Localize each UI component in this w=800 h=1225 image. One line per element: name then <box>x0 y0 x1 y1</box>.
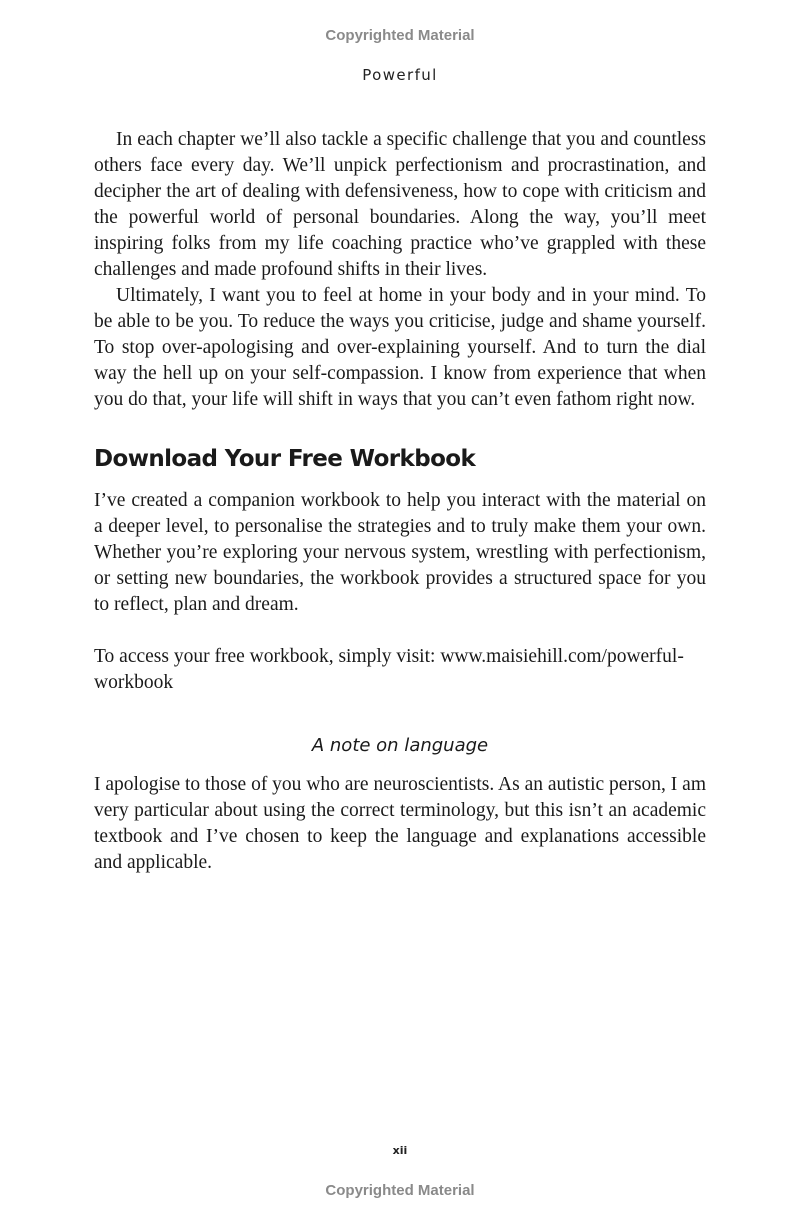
running-head: Powerful <box>362 66 438 84</box>
copyright-watermark-top: Copyrighted Material <box>325 27 475 44</box>
language-note-paragraph: I apologise to those of you who are neuroscientists. As an autistic person, I am very particular about using the correct terminology, but this isn’t an academic textbook and I’ve chosen to keep the language and explanations accessible and applicable. <box>94 774 706 873</box>
workbook-access-text: To access your free workbook, simply visit: www.maisiehill.com/powerful-workbook <box>94 646 684 693</box>
workbook-access <box>94 644 706 696</box>
intro-section <box>94 127 706 413</box>
workbook-paragraph-text: I’ve created a companion workbook to help you interact with the material on a deeper level, to personalise the strategies and to truly make them your own. Whether you’re exploring your nervous system, wrestling with perfectionism, or setting new boundaries, the workbook provides a structured space for you to reflect, plan and dream. <box>94 490 706 615</box>
workbook-heading: Download Your Free Workbook <box>94 446 476 472</box>
workbook-paragraph <box>94 488 706 618</box>
copyright-watermark-bottom: Copyrighted Material <box>325 1182 475 1199</box>
intro-paragraph-2: Ultimately, I want you to feel at home in your body and in your mind. To be able to be you. To reduce the ways you criticise, judge and shame yourself. To stop over-apologising and over-explaining yourself. And to turn the dial way the hell up on your self-compassion. I know from experience that when you do that, your life will shift in ways that you can’t even fathom right now. <box>94 285 706 410</box>
intro-paragraph-1: In each chapter we’ll also tackle a specific challenge that you and countless others face every day. We’ll unpick perfectionism and procrastination, and decipher the art of dealing with defensiveness, how to cope with criticism and the powerful world of personal boundaries. Along the way, you’ll meet inspiring folks from my life coaching practice who’ve grappled with these challenges and made profound shifts in their lives. <box>94 129 706 280</box>
language-note <box>94 772 706 876</box>
page-number: xii <box>392 1144 408 1157</box>
language-note-title: A note on language <box>311 735 489 756</box>
